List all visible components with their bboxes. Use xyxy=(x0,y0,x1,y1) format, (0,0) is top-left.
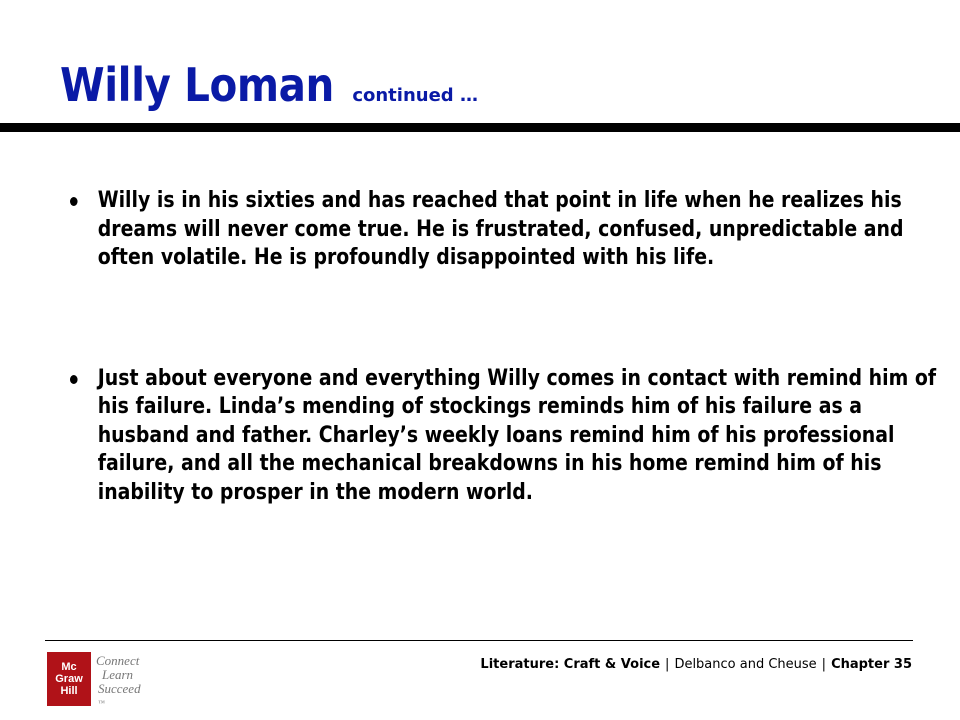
bullet-dot-icon xyxy=(70,197,78,206)
mcgraw-hill-logo xyxy=(47,652,91,706)
tagline-line-1: Connect xyxy=(96,653,140,668)
slide-title xyxy=(60,58,478,112)
slide-title-main: Willy Loman xyxy=(60,58,334,112)
bullet-dot-icon xyxy=(70,375,78,384)
publisher-tagline xyxy=(96,654,176,710)
logo-line-1: Mc xyxy=(61,661,77,673)
logo-line-3: Hill xyxy=(60,685,78,697)
bullet-list xyxy=(70,186,937,506)
bullet-text: Just about everyone and everything Willy comes in contact with remind him of his failure. Linda’s mending of stockings reminds him of his failure as a husband and father. Charley’s weekly loans remind him of his professional failure, and all the mechanical breakdowns in his home remind him of his inability to prosper in the modern world. xyxy=(97,364,937,505)
footer-book-title: Literature: Craft & Voice xyxy=(480,657,661,672)
bullet-item xyxy=(70,364,938,507)
footer-divider xyxy=(45,640,913,641)
bullet-item xyxy=(70,186,938,272)
tagline-line-2: Learn xyxy=(102,667,134,682)
tagline-line-3-text: Succeed xyxy=(98,681,141,696)
footer-citation xyxy=(480,657,912,672)
footer-separator: | xyxy=(665,657,670,672)
footer-separator: | xyxy=(821,657,827,672)
trademark-mark: ™ xyxy=(98,699,105,707)
title-divider xyxy=(0,123,960,132)
footer-authors: Delbanco and Cheuse xyxy=(674,657,817,672)
tagline-line-3 xyxy=(96,682,176,710)
slide-title-subtitle: continued … xyxy=(352,85,478,106)
logo-line-2: Graw xyxy=(55,673,83,685)
footer-chapter: Chapter 35 xyxy=(831,657,912,672)
bullet-text: Willy is in his sixties and has reached that point in life when he realizes his dreams will never come true. He is frustrated, confused, unpredictable and often volatile. He is profoundly disappointed with his life. xyxy=(97,187,904,270)
